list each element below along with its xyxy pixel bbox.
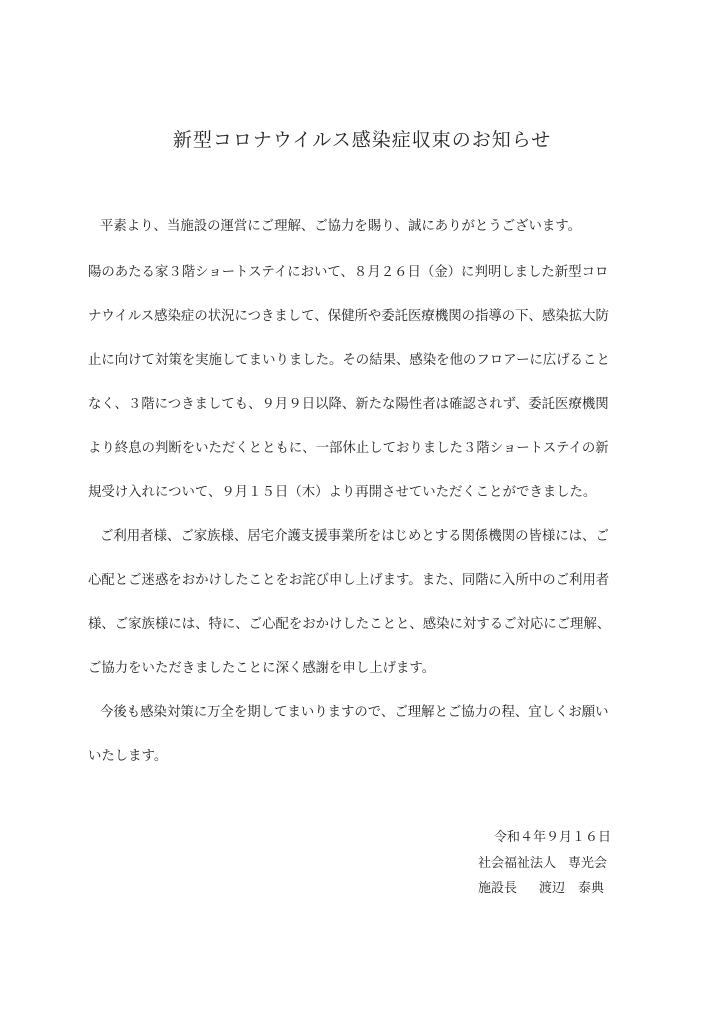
paragraph-3-line-2: いたします。 <box>88 749 168 764</box>
signature-organization <box>478 852 607 871</box>
signature-person <box>478 877 604 896</box>
paragraph-1-line-5: なく、３階につきましても、９月９日以降、新たな陽性者は確認されず、委託医療機関 <box>88 397 609 412</box>
paragraph-1-line-3: ナウイルス感染症の状況につきまして、保健所や委託医療機関の指導の下、感染拡大防 <box>88 309 609 324</box>
organization-name: 専光会 <box>568 856 608 871</box>
paragraph-2-line-3: 様、ご家族様には、特に、ご心配をおかけしたことと、感染に対するご対応にご理解、 <box>88 617 611 632</box>
paragraph-1-line-7: 規受け入れについて、９月１５日（木）より再開させていただくことができました。 <box>88 485 597 500</box>
paragraph-1-line-4: 止に向けて対策を実施してまいりました。その結果、感染を他のフロアーに広げること <box>88 353 610 368</box>
paragraph-2-line-2: 心配とご迷惑をおかけしたことをお詫び申し上げます。また、同階に入所中のご利用者 <box>88 573 610 588</box>
paragraph-3-line-1: 今後も感染対策に万全を期してまいりますので、ご理解とご協力の程、宜しくお願い <box>100 705 609 720</box>
paragraph-2-line-4: ご協力をいただきましたことに深く感謝を申し上げます。 <box>88 661 436 676</box>
paragraph-1-line-2: 陽のあたる家３階ショートステイにおいて、８月２６日（金）に判明しました新型コロ <box>88 265 609 280</box>
organization-type: 社会福祉法人 <box>478 856 557 871</box>
document-title: 新型コロナウイルス感染症収束のお知らせ <box>172 129 552 151</box>
signature-name: 渡辺 泰典 <box>539 881 605 896</box>
paragraph-2-line-1: ご利用者様、ご家族様、居宅介護支援事業所をはじめとする関係機関の皆様には、ご <box>100 529 609 544</box>
signature-date: 令和４年９月１６日 <box>494 830 612 845</box>
signature-position: 施設長 <box>478 881 518 896</box>
paragraph-1-line-6: より終息の判断をいただくとともに、一部休止しておりました３階ショートステイの新 <box>88 441 609 456</box>
paragraph-1-line-1: 平素より、当施設の運営にご理解、ご協力を賜り、誠にありがとうございます。 <box>100 219 581 234</box>
